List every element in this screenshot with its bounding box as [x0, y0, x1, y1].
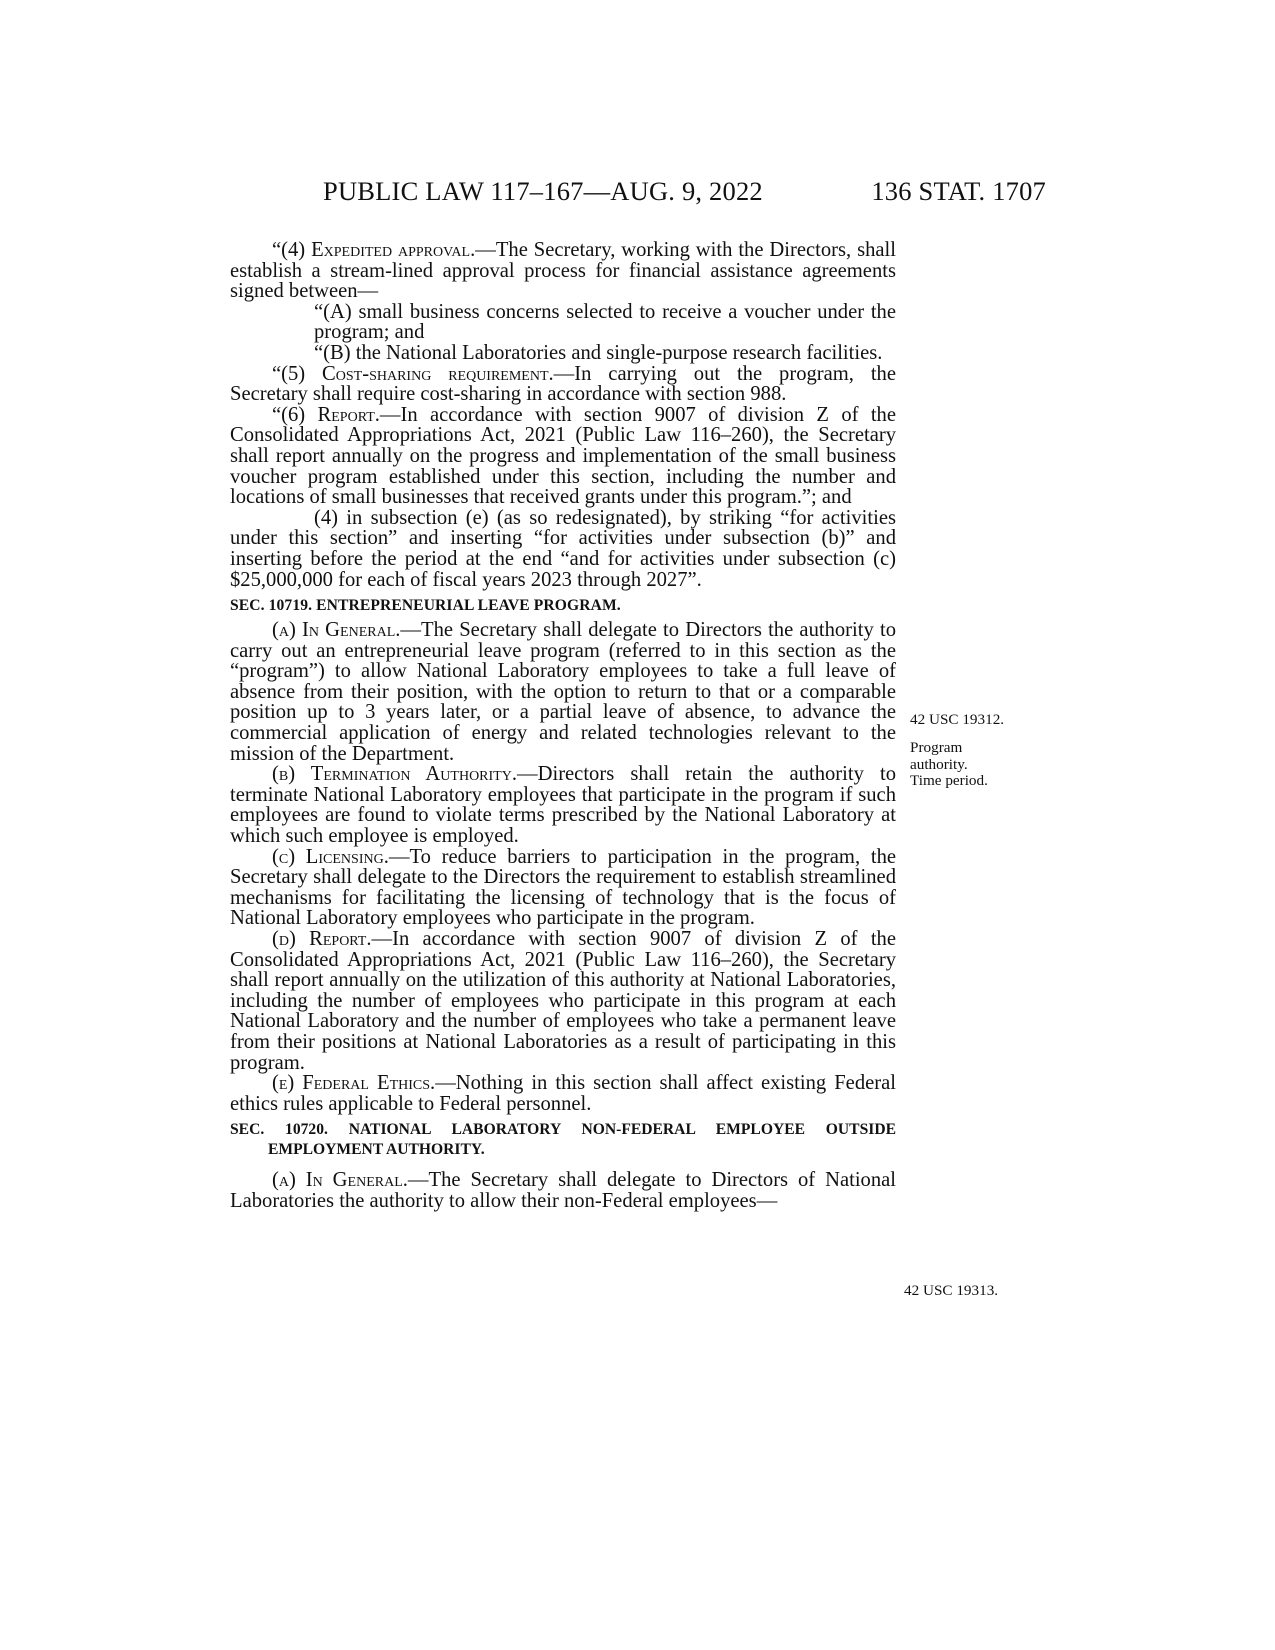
- sec10719-subsection-b: (b) Termination Authority.—Directors shall retain the authority to terminate National Laboratory employees that participate in the program if such employees are found to violate terms prescribed by the National Laboratory at which such employee is employed.: [230, 763, 897, 848]
- page-header: [0, 176, 1275, 216]
- section-10720-heading: SEC. 10720. NATIONAL LABORATORY NON-FEDERAL EMPLOYEE OUTSIDE EMPLOYMENT AUTHORITY.: [230, 1121, 896, 1159]
- subparagraph-B: “(B) the National Laboratories and single-purpose research facilities.: [314, 341, 883, 364]
- margin-note-program-authority-text: Program authority.: [910, 739, 968, 773]
- subparagraph-A: “(A) small business concerns selected to receive a voucher under the program; and: [314, 300, 896, 344]
- running-head-title: PUBLIC LAW 117–167—AUG. 9, 2022: [323, 176, 763, 206]
- statute-page-number: 136 STAT. 1707: [871, 176, 1046, 206]
- sec10719-subsection-c: (c) Licensing.—To reduce barriers to participation in the program, the Secretary shall delegate to the Directors the requirement to establish streamlined mechanisms for facilitating the licensing of technology that is the focus of National Laboratory employees who participate in the program.: [230, 845, 897, 930]
- margin-note-usc-19313: 42 USC 19313.: [904, 1282, 999, 1299]
- document-body: [230, 240, 896, 1212]
- paragraph-6-report: “(6) Report.—In accordance with section 9007 of division Z of the Consolidated Appropriations Act, 2021 (Public Law 116–260), the Secretary shall report annually on the progress and implementation of the small business voucher program established under this section, including the number and locations of small businesses that received grants under this program.”; and: [230, 403, 896, 509]
- paragraph-5-cost-sharing: “(5) Cost-sharing requirement.—In carrying out the program, the Secretary shall require cost-sharing in accordance with section 988.: [230, 362, 896, 406]
- margin-note-usc-19312: 42 USC 19312.: [910, 711, 1005, 728]
- sec10719-subsection-d: (d) Report.—In accordance with section 9007 of division Z of the Consolidated Appropriations Act, 2021 (Public Law 116–260), the Secretary shall report annually on the utilization of this authority at National Laboratories, including the number of employees who participate in this program at each National Laboratory and the number of employees who take a permanent leave from their positions at National Laboratories as a result of participating in this program.: [230, 928, 896, 1074]
- sec10720-subsection-a: (a) In General.—The Secretary shall delegate to Directors of National Laboratories the authority to allow their non-Federal employees—: [230, 1169, 897, 1212]
- margin-note-program-authority: [910, 740, 988, 790]
- paragraph-item-4-subsection-e: (4) in subsection (e) (as so redesignated), by striking “for activities under this section” and inserting “for activities under subsection (b)” and inserting before the period at the end “and for activities under subsection (c) $25,000,000 for each of fiscal years 2023 through 2027”.: [230, 506, 896, 591]
- sec10719-subsection-a: (a) In General.—The Secretary shall delegate to Directors the authority to carry out an entrepreneurial leave program (referred to in this section as the “program”) to allow National Laboratory employees to take a full leave of absence from their position, with the option to return to that or a comparable position up to 3 years later, or a partial leave of absence, to advance the commercial application of energy and related technologies relevant to the mission of the Department.: [230, 619, 896, 765]
- paragraph-4-expedited-approval: “(4) Expedited approval.—The Secretary, working with the Directors, shall establish a stream-lined approval process for financial assistance agreements signed between—: [230, 239, 896, 303]
- sec10719-subsection-e: (e) Federal Ethics.—Nothing in this section shall affect existing Federal ethics rules applicable to Federal personnel.: [230, 1072, 896, 1115]
- section-10719-heading: SEC. 10719. ENTREPRENEURIAL LEAVE PROGRAM.: [230, 597, 621, 615]
- margin-note-time-period: Time period.: [910, 772, 988, 789]
